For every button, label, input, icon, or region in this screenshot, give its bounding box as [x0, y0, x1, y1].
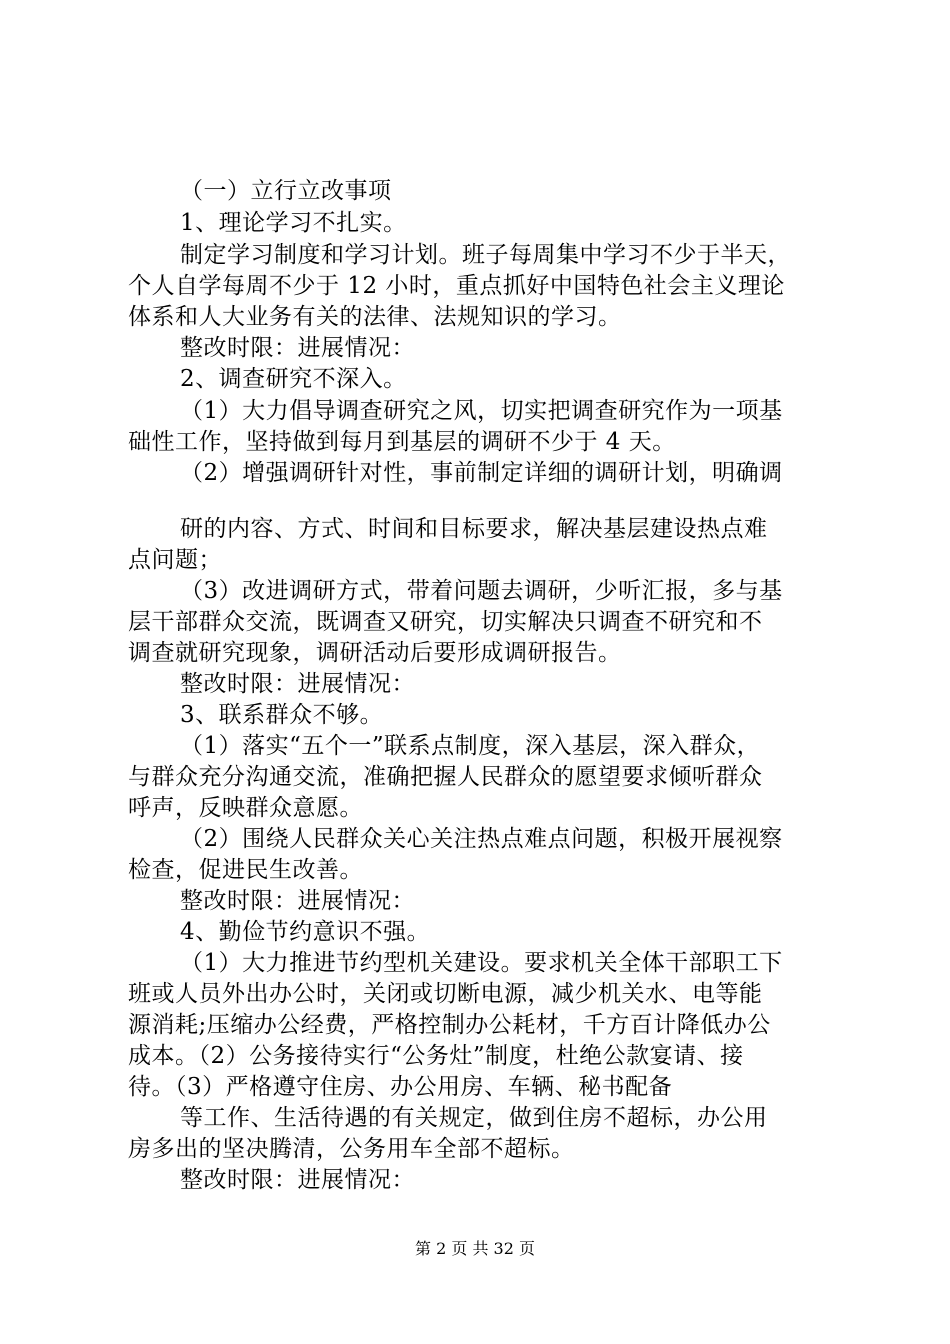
- paragraph-line: 体系和人大业务有关的法律、法规知识的学习。: [128, 304, 622, 330]
- paragraph-line: 房多出的坚决腾清，公务用车全部不超标。: [128, 1136, 575, 1162]
- paragraph-line: 层干部群众交流，既调查又研究，切实解决只调查不研究和不: [128, 609, 763, 635]
- page-number-footer: 第 2 页 共 32 页: [415, 1239, 535, 1258]
- paragraph-line: 与群众充分沟通交流，准确把握人民群众的愿望要求倾听群众: [128, 764, 763, 790]
- paragraph-line: 待。（3）严格遵守住房、办公用房、车辆、秘书配备: [128, 1074, 673, 1100]
- item-heading-1: 1、理论学习不扎实。: [180, 210, 407, 236]
- paragraph-line: 研的内容、方式、时间和目标要求，解决基层建设热点难: [180, 516, 768, 542]
- item-heading-4: 4、勤俭节约意识不强。: [180, 919, 431, 945]
- paragraph-line: 础性工作，坚持做到每月到基层的调研不少于 4 天。: [128, 429, 676, 455]
- paragraph-line: 班或人员外出办公时，关闭或切断电源，减少机关水、电等能: [128, 981, 763, 1007]
- deadline-status-line: 整改时限：进展情况：: [180, 335, 415, 361]
- paragraph-line: 呼声，反映群众意愿。: [128, 795, 363, 821]
- deadline-status-line: 整改时限：进展情况：: [180, 671, 415, 697]
- paragraph-line: （3）改进调研方式，带着问题去调研，少听汇报，多与基: [180, 578, 783, 604]
- paragraph-line: （2）增强调研针对性，事前制定详细的调研计划，明确调: [180, 460, 783, 486]
- paragraph-line: 成本。（2）公务接待实行“公务灶”制度，杜绝公款宴请、接: [128, 1043, 744, 1069]
- paragraph-line: （1）落实“五个一”联系点制度，深入基层，深入群众，: [180, 733, 761, 759]
- deadline-status-line: 整改时限：进展情况：: [180, 1167, 415, 1193]
- paragraph-line: 源消耗;压缩办公经费，严格控制办公耗材，千方百计降低办公: [128, 1012, 771, 1038]
- paragraph-line: 检查，促进民生改善。: [128, 857, 363, 883]
- item-heading-3: 3、联系群众不够。: [180, 702, 384, 728]
- paragraph-line: （2）围绕人民群众关心关注热点难点问题，积极开展视察: [180, 826, 783, 852]
- paragraph-line: 个人自学每周不少于 12 小时，重点抓好中国特色社会主义理论: [128, 273, 785, 299]
- section-heading: （一）立行立改事项: [180, 178, 392, 204]
- paragraph-line: 调查就研究现象，调研活动后要形成调研报告。: [128, 640, 622, 666]
- paragraph-line: 等工作、生活待遇的有关规定，做到住房不超标，办公用: [180, 1105, 768, 1131]
- paragraph-line: （1）大力推进节约型机关建设。要求机关全体干部职工下: [180, 950, 783, 976]
- item-heading-2: 2、调查研究不深入。: [180, 366, 407, 392]
- deadline-status-line: 整改时限：进展情况：: [180, 888, 415, 914]
- paragraph-line: 制定学习制度和学习计划。班子每周集中学习不少于半天，: [180, 242, 791, 268]
- paragraph-line: 点问题；: [128, 547, 222, 573]
- paragraph-line: （1）大力倡导调查研究之风，切实把调查研究作为一项基: [180, 398, 783, 424]
